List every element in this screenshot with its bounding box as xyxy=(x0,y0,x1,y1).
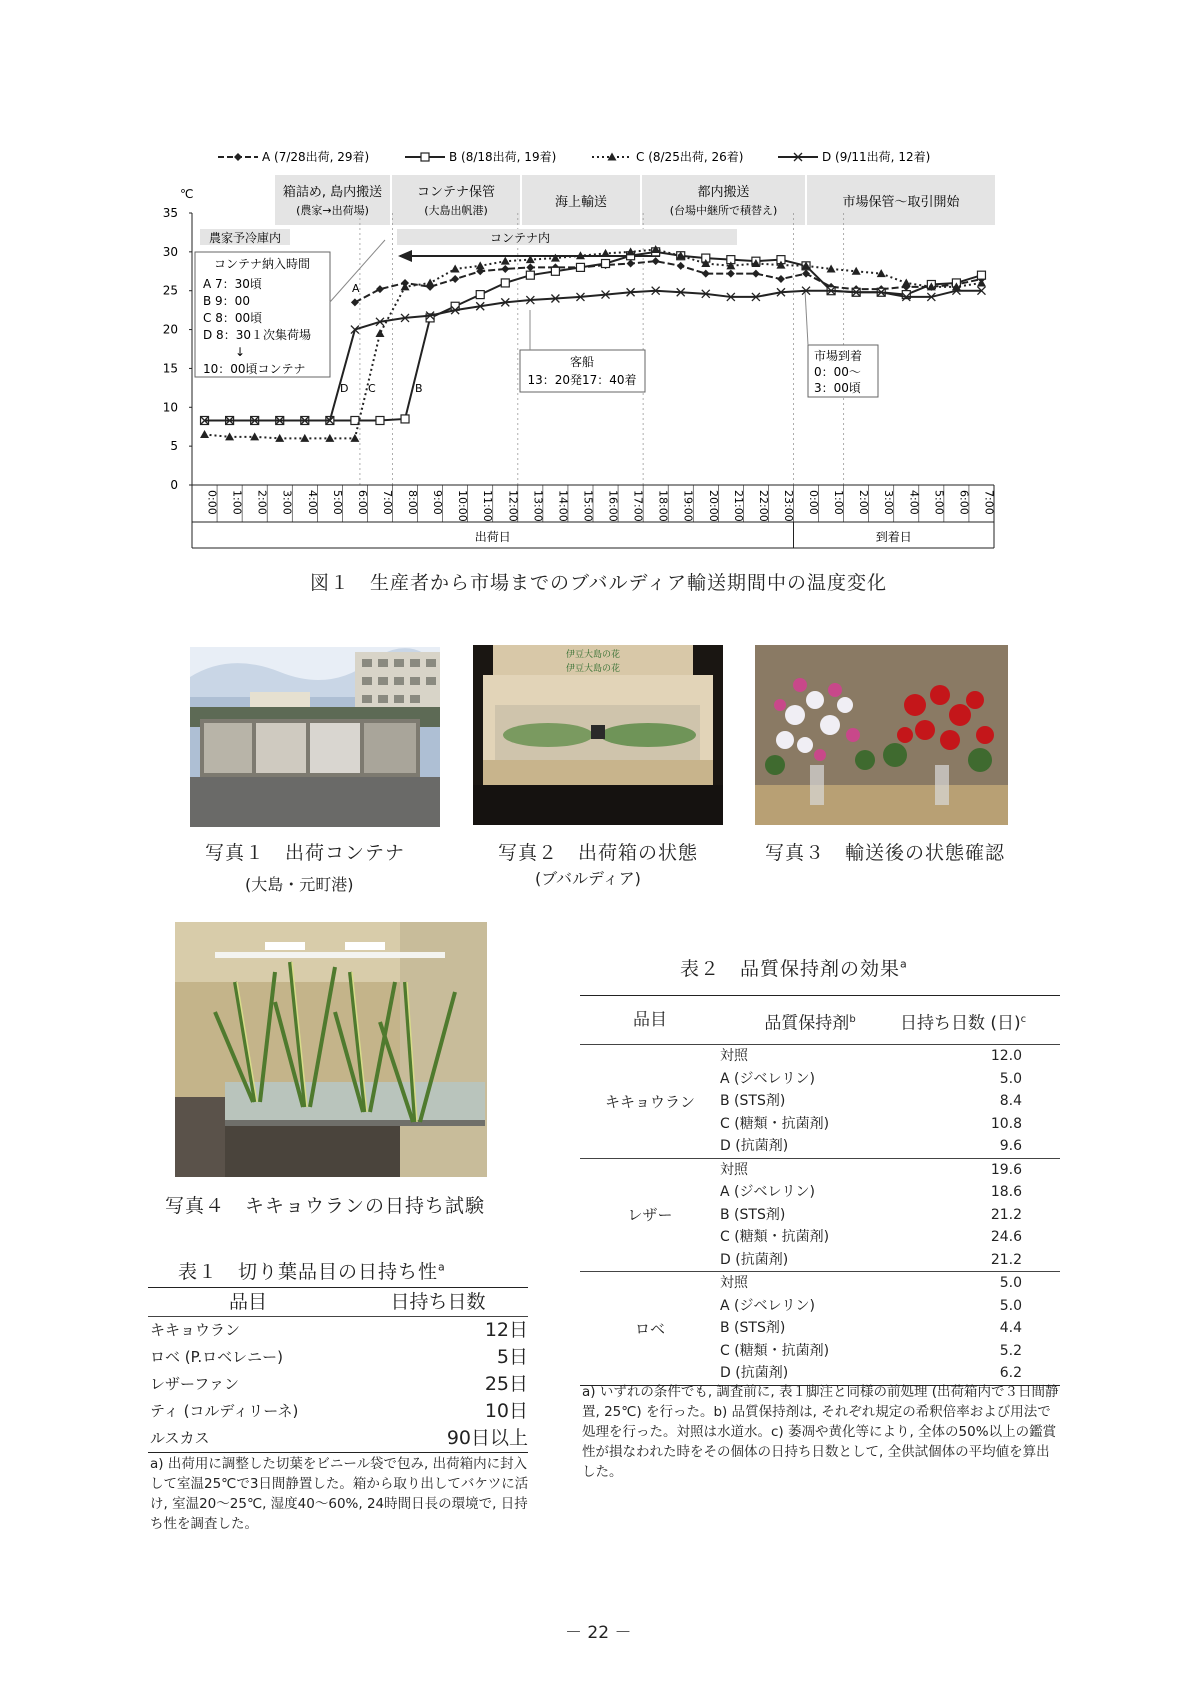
table2-row xyxy=(720,1249,1060,1272)
x-tick-label: 5:00 xyxy=(932,490,946,515)
table2-title: 表２ 品質保持剤の効果$^a$ xyxy=(680,957,908,980)
point-C xyxy=(426,278,435,286)
chart-annotations xyxy=(195,229,878,397)
container-in-line: 10：00頃コンテナ xyxy=(203,362,306,376)
table2-cell-agent: A (ジベレリン) xyxy=(720,1184,815,1200)
x-tick-label: 18:00 xyxy=(656,490,670,522)
photo1-subcaption: (大島・元町港) xyxy=(245,875,354,894)
point-C xyxy=(476,261,485,269)
table2-group xyxy=(580,1045,1060,1159)
phase-label: 箱詰め, 島内搬送 xyxy=(282,185,383,200)
x-tick-label: 6:00 xyxy=(957,490,971,515)
point-B xyxy=(401,415,409,423)
x-tick-label: 17:00 xyxy=(631,490,645,522)
table2-cell-agent: D (抗菌剤) xyxy=(720,1365,789,1381)
table2-cell-days: 6.2 xyxy=(999,1365,1022,1381)
x-tick-label: 6:00 xyxy=(355,490,369,515)
table1-cell-days: 5日 xyxy=(496,1346,528,1368)
table2-cell-agent: C (糖類・抗菌剤) xyxy=(720,1342,830,1359)
ship-day-label: 出荷日 xyxy=(474,530,511,544)
point-A xyxy=(727,270,735,278)
table2-cell-days: 5.0 xyxy=(999,1070,1022,1087)
table2-cell-days: 21.2 xyxy=(990,1206,1022,1223)
point-C xyxy=(501,257,510,265)
x-tick-label: 12:00 xyxy=(506,490,520,522)
table2-cell-days: 19.6 xyxy=(990,1161,1022,1178)
arrive-pointer xyxy=(805,290,808,345)
table2 xyxy=(580,995,1060,1386)
point-C xyxy=(250,432,259,440)
page-number: － 22 － xyxy=(565,1623,632,1643)
table2-group xyxy=(580,1159,1060,1273)
table1-cell-days: 25日 xyxy=(484,1373,528,1395)
x-tick-label: 7:00 xyxy=(380,490,394,515)
point-A xyxy=(652,257,660,265)
table2-row xyxy=(720,1204,1060,1227)
table1-row xyxy=(148,1317,528,1344)
table1-cell-item: ルスカス xyxy=(150,1429,210,1447)
table2-cell-days: 24.6 xyxy=(990,1229,1022,1245)
x-tick-label: 1:00 xyxy=(230,490,244,515)
point-A xyxy=(702,270,710,278)
photo-kikyoran-test xyxy=(175,922,487,1177)
table2-cell-days: 12.0 xyxy=(990,1048,1022,1064)
table1-header-item: 品目 xyxy=(228,1291,267,1313)
x-tick-label: 19:00 xyxy=(681,490,695,522)
table2-row xyxy=(720,1090,1060,1113)
y-tick-label: 5 xyxy=(170,439,178,454)
table1-row xyxy=(148,1398,528,1425)
photo-flowers xyxy=(755,645,1008,825)
chart-legend xyxy=(218,149,930,164)
figure1-caption: 図１ 生産者から市場までのブバルディア輸送期間中の温度変化 xyxy=(310,572,887,594)
table2-row xyxy=(720,1272,1060,1295)
legend-marker-A xyxy=(234,153,242,161)
x-tick-label: 3:00 xyxy=(882,490,896,515)
point-C xyxy=(902,278,911,286)
x-tick-label: 16:00 xyxy=(606,490,620,522)
table1-cell-item: ティ (コルディリーネ) xyxy=(150,1402,299,1420)
transport-arrow-head xyxy=(398,250,412,262)
phase-label: 市場保管～取引開始 xyxy=(842,195,960,210)
table2-row xyxy=(720,1068,1060,1091)
table2-header-item: 品目 xyxy=(633,1010,667,1030)
point-A xyxy=(351,298,359,306)
y-tick-label: 35 xyxy=(162,206,178,220)
container-in-line: A 7：30頃 xyxy=(203,277,262,291)
phase-label: 海上輸送 xyxy=(554,195,608,210)
point-A xyxy=(802,270,810,278)
x-tick-label: 2:00 xyxy=(255,490,269,515)
table2-cell-days: 10.8 xyxy=(990,1115,1022,1132)
photo1-caption: 写真１ 出荷コンテナ xyxy=(205,842,406,864)
table2-row xyxy=(720,1226,1060,1249)
table2-row xyxy=(720,1135,1060,1158)
table2-group xyxy=(580,1272,1060,1385)
x-tick-label: 4:00 xyxy=(907,490,921,515)
table1-cell-days: 12日 xyxy=(484,1319,528,1341)
container-in-line: D 8：30１次集荷場 xyxy=(203,328,311,342)
curve-label-D: D xyxy=(340,382,349,395)
x-tick-label: 13:00 xyxy=(531,490,545,522)
table2-cell-agent: A (ジベレリン) xyxy=(720,1070,815,1087)
table2-cell-days: 21.2 xyxy=(990,1251,1022,1268)
point-B xyxy=(376,416,384,424)
phase-sublabel: (農家→出荷場) xyxy=(296,204,369,217)
table2-cell-days: 4.4 xyxy=(999,1320,1022,1336)
y-tick-label: 0 xyxy=(170,478,178,492)
container-in-title: コンテナ納入時間 xyxy=(213,257,311,271)
x-tick-label: 1:00 xyxy=(832,490,846,515)
container-in-line: ↓ xyxy=(235,345,246,359)
x-tick-label: 23:00 xyxy=(781,490,795,522)
table2-group-name: ロベ xyxy=(634,1319,665,1338)
x-tick-label: 3:00 xyxy=(280,490,294,515)
phase-sublabel: (大島出帆港) xyxy=(424,204,488,217)
table2-cell-agent: C (糖類・抗菌剤) xyxy=(720,1229,830,1245)
table2-cell-agent: B (STS剤) xyxy=(720,1206,786,1223)
point-B xyxy=(501,279,509,287)
table2-cell-agent: D (抗菌剤) xyxy=(720,1138,789,1154)
x-tick-label: 8:00 xyxy=(406,490,420,515)
phase-box xyxy=(392,175,520,225)
x-tick-label: 5:00 xyxy=(330,490,344,515)
y-tick-label: 15 xyxy=(162,361,178,376)
point-C xyxy=(275,434,284,442)
table1-header-days: 日持ち日数 xyxy=(390,1291,486,1313)
point-C xyxy=(350,434,359,442)
phase-box xyxy=(642,175,805,225)
table1-cell-days: 90日以上 xyxy=(446,1427,528,1449)
legend-marker-B xyxy=(421,153,429,161)
point-C xyxy=(325,434,334,442)
container-in-line: B 9：00 xyxy=(203,294,250,308)
table2-cell-days: 5.0 xyxy=(999,1297,1022,1314)
table2-cell-days: 5.0 xyxy=(999,1275,1022,1291)
ship-title: 客船 xyxy=(569,355,595,369)
legend-label-D: D (9/11出荷, 12着) xyxy=(822,150,931,164)
table1-row xyxy=(148,1425,528,1452)
container-in-line: C 8：00頃 xyxy=(203,311,263,325)
x-tick-label: 15:00 xyxy=(581,490,595,522)
x-tick-label: 20:00 xyxy=(706,490,720,522)
photo-container xyxy=(190,647,440,827)
ship-time: 13：20発17：40着 xyxy=(527,373,637,387)
x-tick-label: 22:00 xyxy=(756,490,770,522)
photo2-caption: 写真２ 出荷箱の状態 xyxy=(498,842,699,864)
chart-grid xyxy=(360,213,844,485)
table2-row xyxy=(720,1181,1060,1204)
point-A xyxy=(501,265,509,273)
table2-row xyxy=(720,1113,1060,1136)
photo-shipping-box xyxy=(473,645,723,825)
container-label: コンテナ内 xyxy=(489,231,551,245)
prestore-label: 農家予冷庫内 xyxy=(208,231,282,245)
arrive-title: 市場到着 xyxy=(814,349,863,363)
table2-cell-agent: 対照 xyxy=(720,1048,748,1064)
photo4-caption: 写真４ キキョウランの日持ち試験 xyxy=(165,1195,486,1217)
table2-cell-agent: B (STS剤) xyxy=(720,1320,786,1336)
x-tick-label: 14:00 xyxy=(556,490,570,522)
table2-cell-days: 9.6 xyxy=(999,1138,1022,1154)
table1-row xyxy=(148,1344,528,1371)
point-B xyxy=(977,271,985,279)
table2-note: a) いずれの条件でも, 調査前に, 表１脚注と同様の前処理 (出荷箱内で３日間静置, 25℃) を行った。b) 品質保持剤は, それぞれ規定の希釈倍率および用法で処理を行った。対照は水道水。c) 萎凋や黄化等により, 全体の50%以上の鑑賞性が損なわれた時をその個体の日持ち日数として, 全供試個体の平均値を算出した。 xyxy=(582,1384,1059,1480)
table2-row xyxy=(720,1340,1060,1363)
curve-label-A: A xyxy=(352,282,360,295)
curve-label-C: C xyxy=(368,382,376,395)
y-tick-label: 10 xyxy=(162,400,178,415)
point-B xyxy=(602,260,610,268)
table2-group-name: キキョウラン xyxy=(604,1092,695,1111)
table2-cell-agent: 対照 xyxy=(720,1275,748,1291)
x-tick-label: 4:00 xyxy=(305,490,319,515)
x-tick-label: 10:00 xyxy=(456,490,470,522)
temperature-chart xyxy=(0,0,1191,560)
table1-title: 表１ 切り葉品目の日持ち性$^a$ xyxy=(178,1260,446,1283)
point-B xyxy=(526,271,534,279)
table2-row xyxy=(720,1159,1060,1182)
table1-row xyxy=(148,1371,528,1398)
arrive-line: 3：00頃 xyxy=(814,381,861,395)
table2-header-agent: 品質保持剤$^b$ xyxy=(764,1013,856,1034)
curve-label-B: B xyxy=(415,382,423,395)
legend-label-C: C (8/25出荷, 26着) xyxy=(636,150,744,164)
x-tick-label: 21:00 xyxy=(731,490,745,522)
phase-label: 都内搬送 xyxy=(697,185,750,200)
x-tick-label: 11:00 xyxy=(481,490,495,522)
x-tick-label: 2:00 xyxy=(857,490,871,515)
point-A xyxy=(752,270,760,278)
table2-row xyxy=(720,1317,1060,1340)
point-A xyxy=(777,275,785,283)
y-tick-label: 20 xyxy=(162,322,178,337)
table2-cell-agent: 対照 xyxy=(720,1161,748,1178)
x-tick-label: 7:00 xyxy=(982,490,996,515)
point-C xyxy=(551,254,560,262)
box-label-2: 伊豆大島の花 xyxy=(565,664,621,674)
table2-row xyxy=(720,1045,1060,1068)
table2-header-days: 日持ち日数 (日)$^c$ xyxy=(900,1013,1027,1034)
phase-header xyxy=(275,175,995,225)
point-A xyxy=(451,275,459,283)
table2-cell-agent: C (糖類・抗菌剤) xyxy=(720,1115,830,1132)
table1-cell-item: レザーファン xyxy=(150,1375,239,1393)
point-B xyxy=(476,291,484,299)
table1-cell-item: ロベ (P.ロベレニー) xyxy=(150,1348,283,1366)
point-C xyxy=(451,264,460,272)
table2-cell-agent: A (ジベレリン) xyxy=(720,1297,815,1314)
table2-row xyxy=(720,1295,1060,1318)
table2-cell-days: 8.4 xyxy=(999,1093,1022,1109)
y-axis-unit: ℃ xyxy=(180,187,194,201)
phase-label: コンテナ保管 xyxy=(416,185,496,200)
point-B xyxy=(551,267,559,275)
point-C xyxy=(375,329,384,337)
photo2-subcaption: (ブバルディア) xyxy=(535,869,641,888)
legend-label-A: A (7/28出荷, 29着) xyxy=(262,150,370,164)
arrive-day-label: 到着日 xyxy=(875,530,912,544)
container-box xyxy=(397,229,737,245)
table2-cell-agent: B (STS剤) xyxy=(720,1093,786,1109)
x-tick-label: 0:00 xyxy=(205,490,219,515)
point-A xyxy=(677,262,685,270)
point-C xyxy=(601,249,610,257)
series-line-A xyxy=(355,261,982,302)
table2-cell-agent: D (抗菌剤) xyxy=(720,1251,789,1268)
y-tick-label: 25 xyxy=(162,283,178,298)
table1-cell-days: 10日 xyxy=(484,1400,528,1422)
table1-note: a) 出荷用に調整した切葉をビニール袋で包み, 出荷箱内に封入して室温25℃で3日間静置した。箱から取り出してバケツに活け, 室温20～25℃, 湿度40～60%, 24時間日長の環境で, 日持ち性を調査した。 xyxy=(150,1456,529,1532)
legend-label-B: B (8/18出荷, 19着) xyxy=(449,150,557,164)
phase-sublabel: (台場中継所で積替え) xyxy=(669,204,778,217)
y-tick-label: 30 xyxy=(162,244,178,259)
point-C xyxy=(300,434,309,442)
table2-group-name: レザー xyxy=(627,1206,673,1225)
table2-cell-days: 18.6 xyxy=(990,1184,1022,1200)
point-A xyxy=(376,285,384,293)
point-A xyxy=(627,260,635,268)
x-tick-label: 0:00 xyxy=(807,490,821,515)
table1-cell-item: キキョウラン xyxy=(150,1321,241,1339)
table1 xyxy=(148,1287,528,1453)
point-A xyxy=(526,263,534,271)
table2-cell-days: 5.2 xyxy=(999,1342,1022,1359)
point-B xyxy=(576,263,584,271)
x-tick-label: 9:00 xyxy=(431,490,445,515)
arrive-line: 0：00～ xyxy=(814,365,861,379)
phase-box xyxy=(275,175,390,225)
photo3-caption: 写真３ 輸送後の状態確認 xyxy=(765,842,1006,864)
point-C xyxy=(200,430,209,438)
box-label-1: 伊豆大島の花 xyxy=(565,650,621,660)
